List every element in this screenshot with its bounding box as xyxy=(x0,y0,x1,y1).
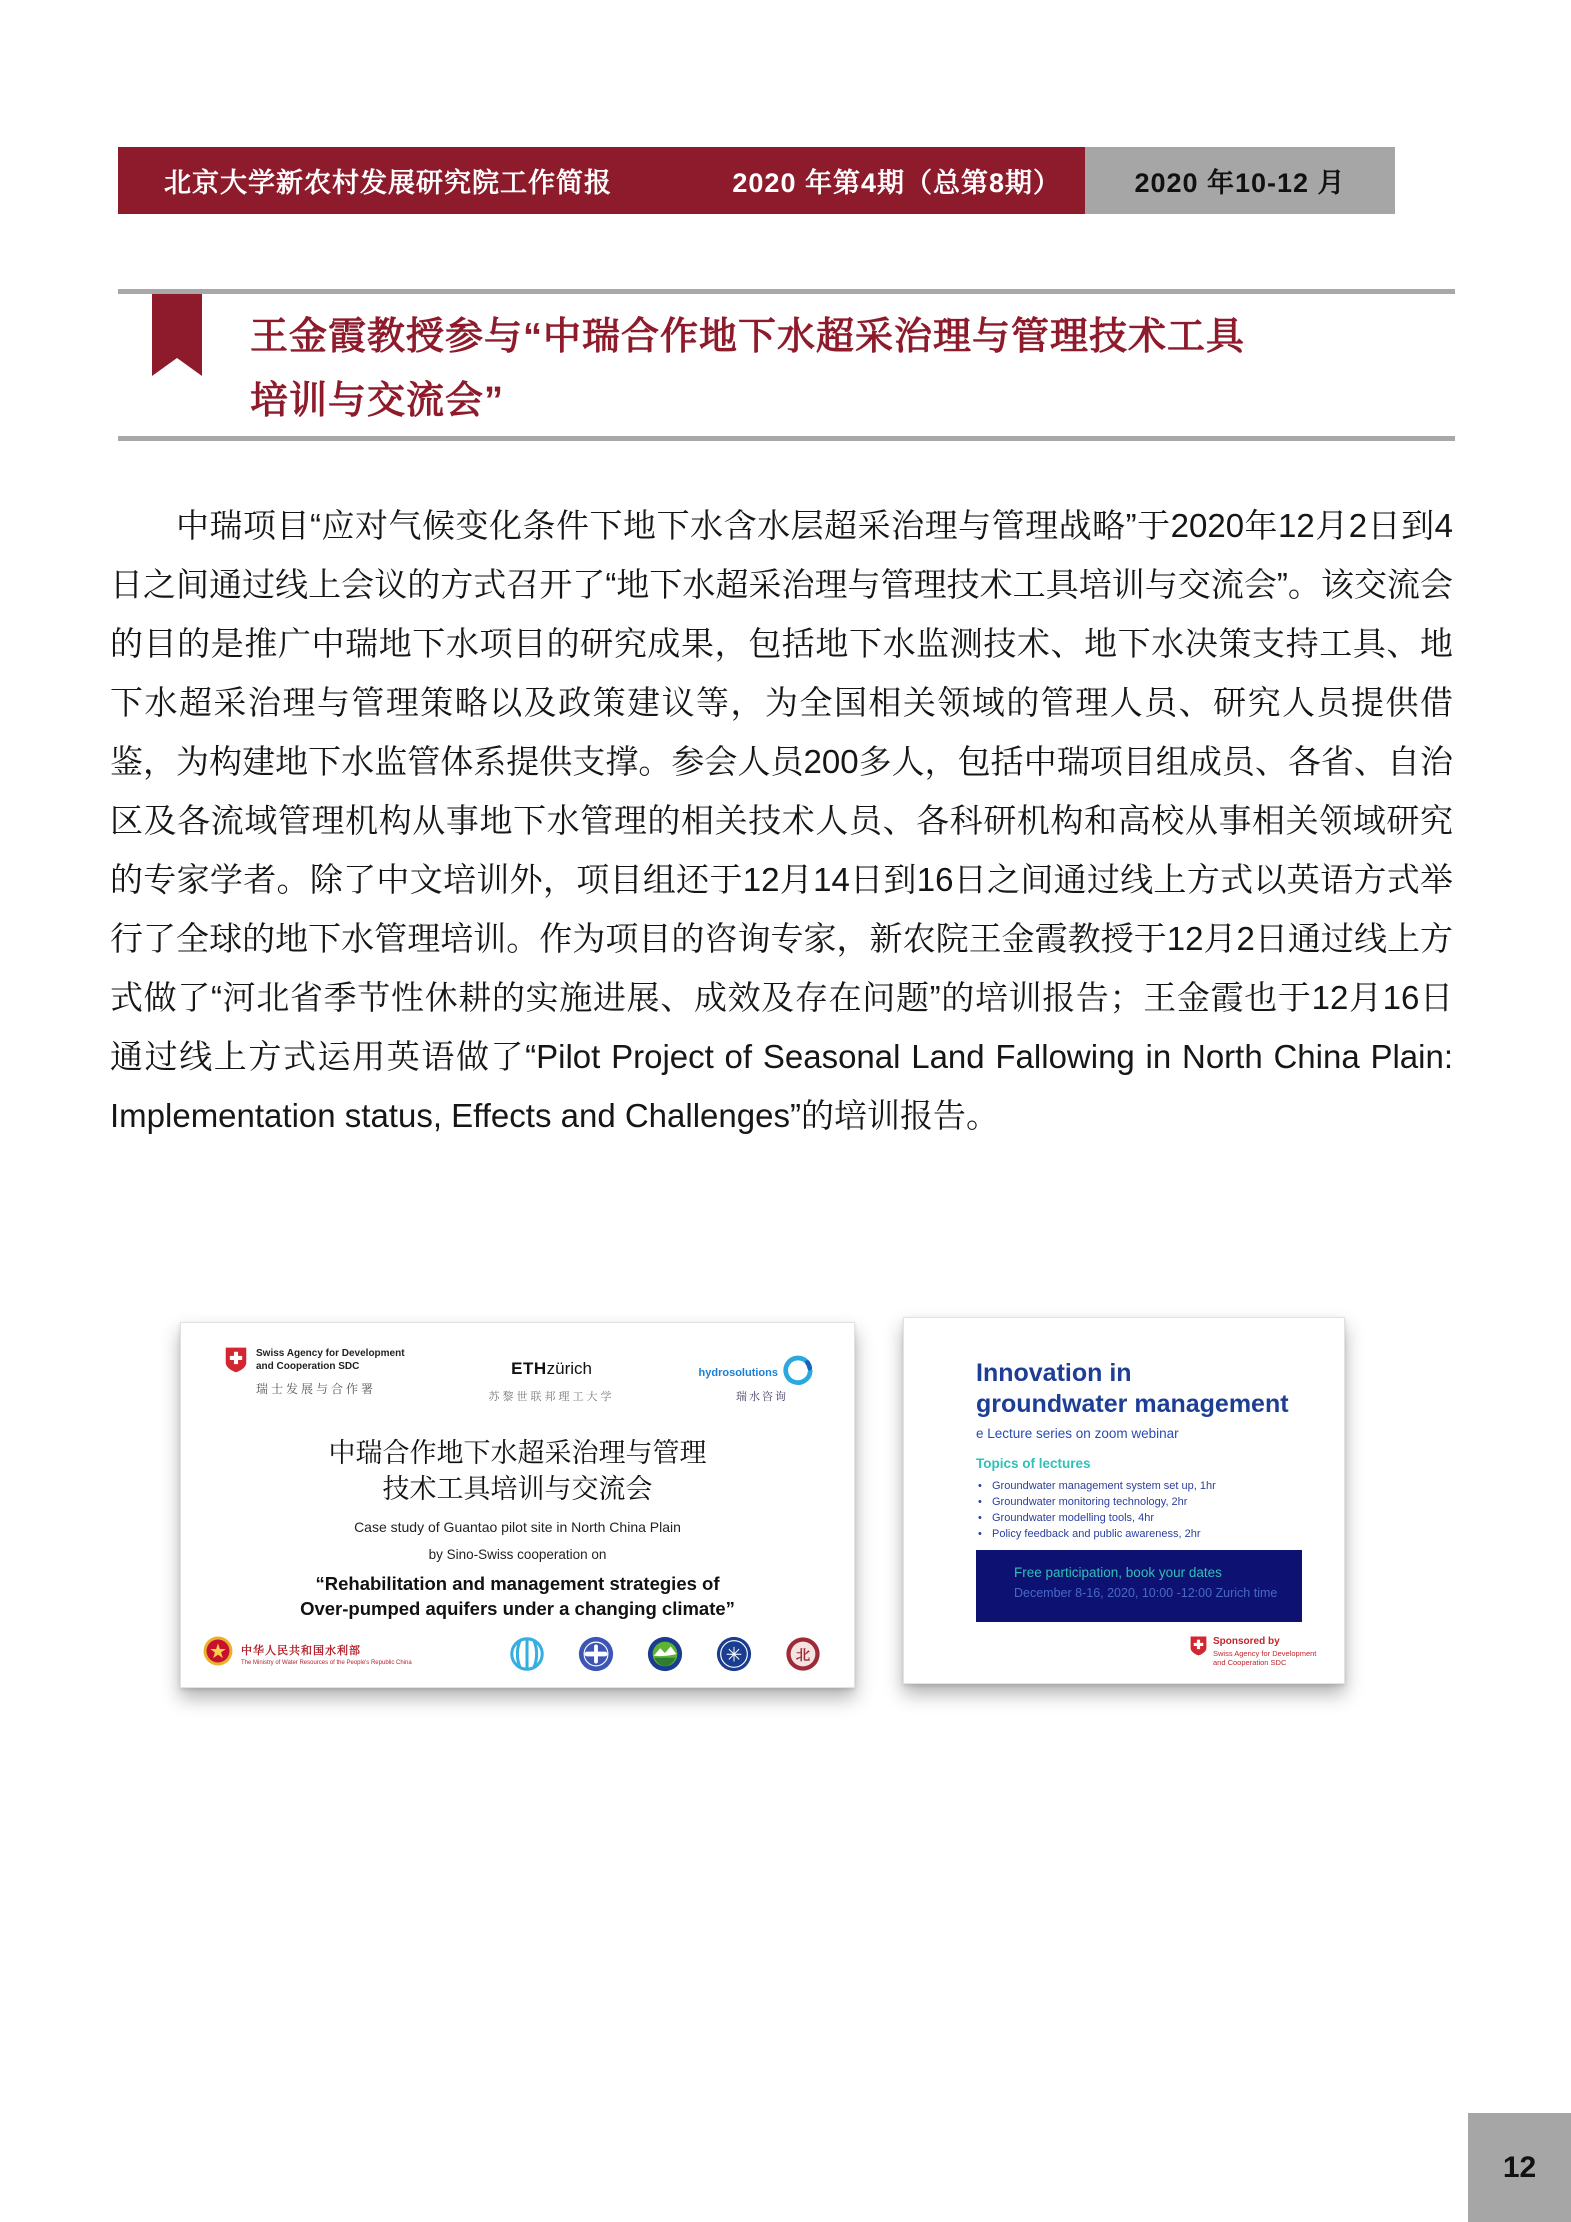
topics-heading: Topics of lectures xyxy=(976,1456,1091,1471)
banner-line1: Free participation, book your dates xyxy=(1014,1565,1222,1580)
hydrosolutions-name-zh: 瑞水咨询 xyxy=(735,1391,788,1403)
slide-quote-line2: Over-pumped aquifers under a changing climate” xyxy=(300,1598,735,1619)
topics-list xyxy=(978,1478,1216,1542)
iwhr-snowflake-seal-icon xyxy=(715,1635,753,1673)
slide-image-right xyxy=(903,1317,1345,1684)
page-number: 12 xyxy=(1502,2150,1537,2184)
topic-item: • Groundwater monitoring technology, 2hr xyxy=(978,1494,1216,1510)
sdc-name-line1: Swiss Agency for Development xyxy=(256,1348,405,1359)
topic-item: • Policy feedback and public awareness, 2hr xyxy=(978,1526,1216,1542)
article-body: 中瑞项目“应对气候变化条件下地下水含水层超采治理与管理战略”于2020年12月2日到4日之间通过线上会议的方式召开了“地下水超采治理与管理技术工具培训与交流会”。该交流会的目的是推广中瑞地下水项目的研究成果，包括地下水监测技术、地下水决策支持工具、地下水超采治理与管理策略以及政策建议等，为全国相关领域的管理人员、研究人员提供借鉴，为构建地下水监管体系提供支撑。参会人员200多人，包括中瑞项目组成员、各省、自治区及各流域管理机构从事地下水管理的相关技术人员、各科研机构和高校从事相关领域研究的专家学者。除了中文培训外，项目组还于12月14日到16日之间通过线上方式以英语方式举行了全球的地下水管理培训。作为项目的咨询专家，新农院王金霞教授于12月2日通过线上方式做了“河北省季节性休耕的实施进展、成效及存在问题”的培训报告；王金霞也于12月16日通过线上方式运用英语做了“Pilot Project of Seasonal Land Fallowing in North China Plain: Implementation status, Effects and Challenges”的培训报告。 xyxy=(110,507,1453,1134)
partner-logo-row xyxy=(181,1634,854,1673)
partner-seals xyxy=(508,1635,822,1673)
sdc-name-zh: 瑞士发展与合作署 xyxy=(256,1382,377,1396)
hydrosolutions-icon xyxy=(780,1353,814,1392)
swiss-shield-icon xyxy=(1190,1636,1207,1661)
svg-text:北: 北 xyxy=(795,1647,810,1664)
webinar-subtitle: e Lecture series on zoom webinar xyxy=(976,1426,1179,1441)
sdc-label xyxy=(256,1347,405,1404)
sponsored-by-text: Sponsored by xyxy=(1213,1636,1280,1647)
swiss-shield-icon xyxy=(225,1347,247,1404)
banner-line2: December 8-16, 2020, 10:00 -12:00 Zurich time xyxy=(1014,1586,1278,1600)
environmental-monitoring-seal-icon xyxy=(646,1635,684,1673)
sponsor-name-text: Swiss Agency for Development and Cooperation SDC xyxy=(1213,1649,1317,1667)
bookmark-ribbon-icon xyxy=(152,294,202,376)
slide-project-quote xyxy=(181,1571,854,1621)
hydrosolutions-wordmark: hydrosolutions xyxy=(698,1366,778,1379)
bottom-divider xyxy=(118,436,1455,441)
svg-text:✳: ✳ xyxy=(725,1644,743,1667)
slide-subtitle-1: Case study of Guantao pilot site in North China Plain xyxy=(354,1519,681,1535)
eth-wordmark xyxy=(489,1359,615,1379)
eth-bold: ETH xyxy=(511,1359,547,1378)
ministry-of-water-resources-logo xyxy=(201,1634,412,1673)
slide-title-line2: 技术工具培训与交流会 xyxy=(382,1474,653,1504)
article-title xyxy=(250,305,1430,433)
slide-title-line1: 中瑞合作地下水超采治理与管理 xyxy=(328,1438,707,1468)
header-bar xyxy=(118,147,1085,214)
page-number-box xyxy=(1468,2113,1571,2222)
eth-logo xyxy=(489,1359,615,1404)
eth-name-zh: 苏黎世联邦理工大学 xyxy=(488,1391,615,1403)
hydrosolutions-logo xyxy=(699,1353,814,1404)
hydrogeological-institute-seal-icon xyxy=(577,1635,615,1673)
ministry-label xyxy=(241,1642,412,1666)
eth-rest: zürich xyxy=(546,1359,592,1378)
topic-item: • Groundwater modelling tools, 4hr xyxy=(978,1510,1216,1526)
slide-subtitle-2: by Sino-Swiss cooperation on xyxy=(428,1547,607,1562)
sponsor-block xyxy=(1190,1636,1325,1667)
slide-quote-line1: “Rehabilitation and management strategies of xyxy=(315,1573,720,1594)
webinar-title xyxy=(976,1358,1289,1420)
national-emblem-icon xyxy=(201,1634,235,1673)
header-issue-label: 2020 年第4期（总第8期） xyxy=(732,168,1061,198)
webinar-title-line1: Innovation in xyxy=(976,1359,1132,1387)
slide-logo-row xyxy=(181,1347,854,1404)
article-title-line2: 培训与交流会” xyxy=(250,380,505,422)
header-period-bar xyxy=(1085,147,1395,214)
sponsor-label xyxy=(1213,1636,1325,1667)
peking-university-seal-icon xyxy=(784,1635,822,1673)
top-divider xyxy=(118,289,1455,294)
water-resources-symbol-icon xyxy=(508,1635,546,1673)
webinar-title-line2: groundwater management xyxy=(976,1390,1289,1418)
sdc-name-line2: and Cooperation SDC xyxy=(256,1361,360,1372)
slide-title xyxy=(181,1435,854,1507)
header-newsletter-title: 北京大学新农村发展研究院工作简报 xyxy=(164,168,612,198)
article-title-line1: 王金霞教授参与“中瑞合作地下水超采治理与管理技术工具 xyxy=(250,316,1246,358)
registration-banner xyxy=(976,1550,1302,1622)
slide-image-left xyxy=(180,1322,855,1688)
header-period-label: 2020 年10-12 月 xyxy=(1134,168,1346,198)
ministry-name-zh: 中华人民共和国水利部 xyxy=(241,1644,361,1657)
topic-item: • Groundwater management system set up, 1hr xyxy=(978,1478,1216,1494)
sdc-logo xyxy=(225,1347,405,1404)
ministry-name-en: The Ministry of Water Resources of the People's Republic China xyxy=(241,1659,412,1666)
